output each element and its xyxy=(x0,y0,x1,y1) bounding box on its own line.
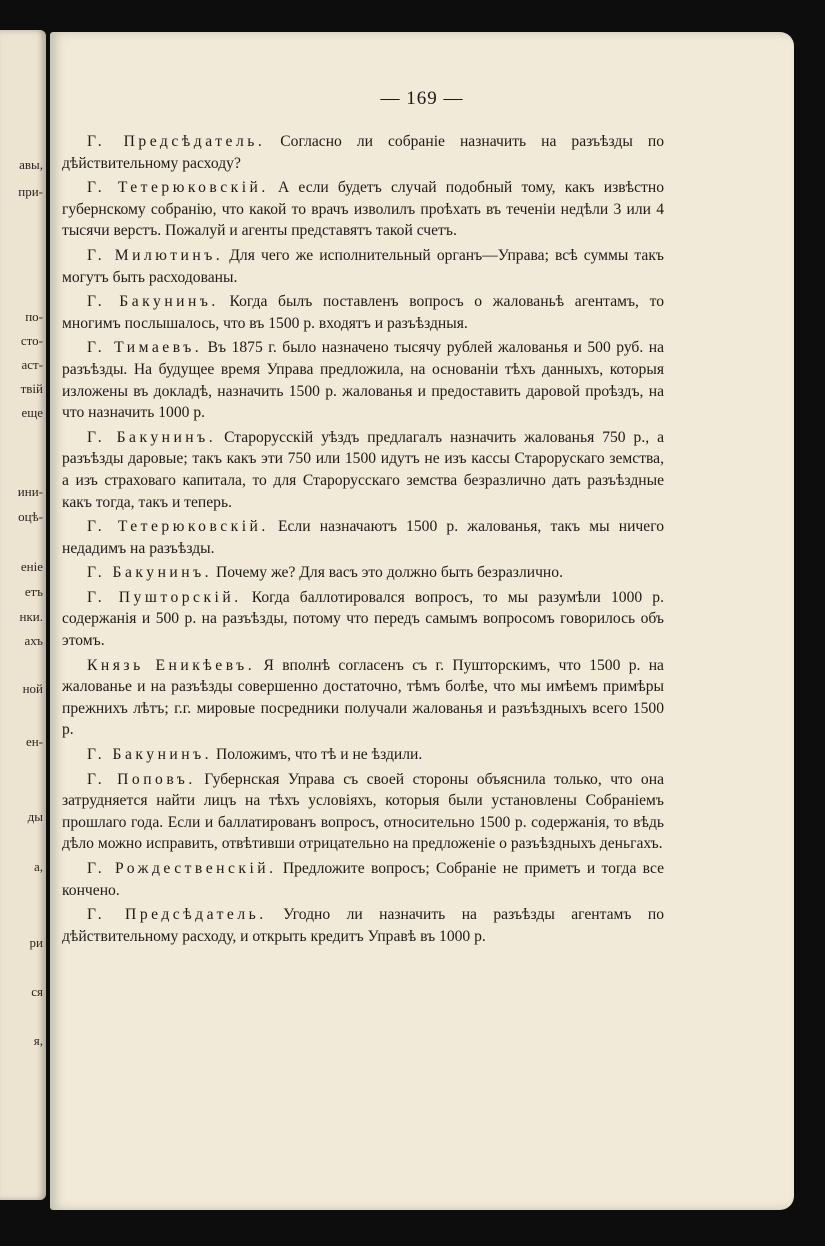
speech-text: Положимъ, что тѣ и не ѣздили. xyxy=(215,746,423,764)
left-page-text: ахъ xyxy=(24,633,43,648)
speech-text: Предложите вопросъ; Собраніе не приметъ и тогда все кончено. xyxy=(62,860,664,899)
left-page-text: ся xyxy=(31,984,43,999)
paragraph xyxy=(62,337,664,423)
speaker-name: Г. Предсѣдатель. xyxy=(87,133,266,150)
left-page-text: твій xyxy=(20,381,43,396)
page-number: — 169 — xyxy=(380,88,464,109)
speaker-name: Г. Тетерюковскій. xyxy=(87,179,269,197)
left-page-text: ини- xyxy=(17,484,43,499)
paragraph xyxy=(62,769,664,855)
left-page-text: етъ xyxy=(24,584,43,599)
paragraph xyxy=(62,587,664,652)
speaker-name: Г. Бакунинъ. xyxy=(87,746,213,764)
paragraph xyxy=(62,904,664,947)
speaker-name: Г. Бакунинъ. xyxy=(87,428,217,446)
left-page-text: ды xyxy=(27,809,43,824)
left-page-text: при- xyxy=(18,184,43,199)
paragraph xyxy=(62,655,664,741)
left-page-text: аст- xyxy=(21,357,43,372)
left-page-text: еніе xyxy=(20,559,43,574)
speaker-name: Князь Еникѣевъ. xyxy=(87,656,256,674)
speech-text: Почему же? Для васъ это должно быть безразлично. xyxy=(215,564,563,582)
left-page-text: оцѣ- xyxy=(18,509,43,524)
paragraph xyxy=(62,245,664,288)
left-page-edge xyxy=(0,30,46,1200)
left-page-text: я, xyxy=(33,1033,43,1048)
paragraph xyxy=(62,516,664,559)
speech-text: Угодно ли назначить на разъѣзды агентамъ по дѣйствительному расходу, и открыть кредитъ Управѣ въ 1000 р. xyxy=(62,906,664,945)
speech-text: Когда баллотировался вопросъ, то мы разумѣли 1000 р. содержанія и 500 р. на разъѣзды, потому что передъ самымъ вопросомъ говорилось объ этомъ. xyxy=(62,588,664,650)
left-page-text: ной xyxy=(22,681,43,696)
left-page-text: по- xyxy=(25,309,43,324)
speaker-name: Г. Бакунинъ. xyxy=(87,564,213,582)
speaker-name: Г. Рождественскій. xyxy=(87,860,277,877)
paragraph xyxy=(62,427,664,513)
left-page-text: ри xyxy=(29,935,43,950)
speech-text: Я вполнѣ согласенъ съ г. Пушторскимъ, что 1500 р. на жалованье и на разъѣзды совершенно достаточно, тѣмъ болѣе, что мы имѣемъ примѣры прежнихъ лѣтъ; г.г. мировые посредники получали жалованья и разъѣздныхъ всего 1500 р. xyxy=(62,656,664,739)
speaker-name: Г. Предсѣдатель. xyxy=(87,906,267,924)
speaker-name: Г. Тимаевъ. xyxy=(87,339,203,357)
speech-text: Согласно ли собраніе назначить на разъѣзды по дѣйствительному расходу? xyxy=(62,133,664,172)
paragraph xyxy=(62,744,664,766)
left-page-text: еще xyxy=(21,405,43,420)
left-page-text: нки. xyxy=(19,609,43,624)
paragraph xyxy=(62,562,664,584)
speech-text: Губернская Управа съ своей стороны объяснила только, что она затрудняется найти лицъ на тѣхъ условіяхъ, которыя были установлены Собраніемъ прошлаго года. Если и баллатированъ вопросъ, относительно 1500 р. содержанія, то вѣдь дѣло можно исправить, отвѣтивши отрицательно на предложеніе о разъѣздныхъ деньгахъ. xyxy=(62,770,664,853)
speech-text: Когда былъ поставленъ вопросъ о жалованьѣ агентамъ, то многимъ послышалось, что въ 1500 р. входятъ и разъѣздныя. xyxy=(62,293,664,332)
speaker-name: Г. Бакунинъ. xyxy=(87,293,219,311)
speaker-name: Г. Тетерюковскій. xyxy=(87,518,269,536)
paragraph xyxy=(62,177,664,242)
speaker-name: Г. Поповъ. xyxy=(87,770,196,788)
left-page-text: авы, xyxy=(19,157,43,172)
speaker-name: Г. Пушторскій. xyxy=(87,588,242,606)
left-page-text: сто- xyxy=(20,333,43,348)
left-page-text: ен- xyxy=(25,734,43,749)
speech-text: Если назначаютъ 1500 р. жалованья, такъ мы ничего недадимъ на разъѣзды. xyxy=(62,518,665,557)
paragraph xyxy=(62,131,664,174)
paragraph xyxy=(62,858,664,901)
speech-text: Старорусскій уѣздъ предлагалъ назначить жалованья 750 р., а разъѣзды даровые; такъ какъ эти 750 или 1500 идутъ не изъ кассы Старорускаго земства, а изъ страховаго капитала, то для Старорусскаго земства безразлично дать разъѣздные какъ тогда, такъ и теперь. xyxy=(62,428,664,511)
speech-text: Для чего же исполнительный органъ—Управа; всѣ суммы такъ могутъ быть расходованы. xyxy=(62,246,664,286)
page-text xyxy=(62,131,664,950)
speech-text: Въ 1875 г. было назначено тысячу рублей жалованья и 500 руб. на разъѣзды. На будущее время Управа предложила, на основаніи тѣхъ данныхъ, которыя изложены въ докладѣ, назначить 1500 р. жалованья и предоставить даровой проѣздъ, на что назначить 1000 р. xyxy=(62,339,664,422)
paragraph xyxy=(62,291,664,334)
speech-text: А если будетъ случай подобный тому, какъ извѣстно губернскому собранію, что какой то врачъ изволилъ проѣхать въ теченіи недѣли 3 или 4 тысячи верстъ. Пожалуй и агенты представятъ такой счетъ. xyxy=(62,179,665,240)
left-page-text: а, xyxy=(33,859,43,874)
speaker-name: Г. Милютинъ. xyxy=(87,246,224,264)
